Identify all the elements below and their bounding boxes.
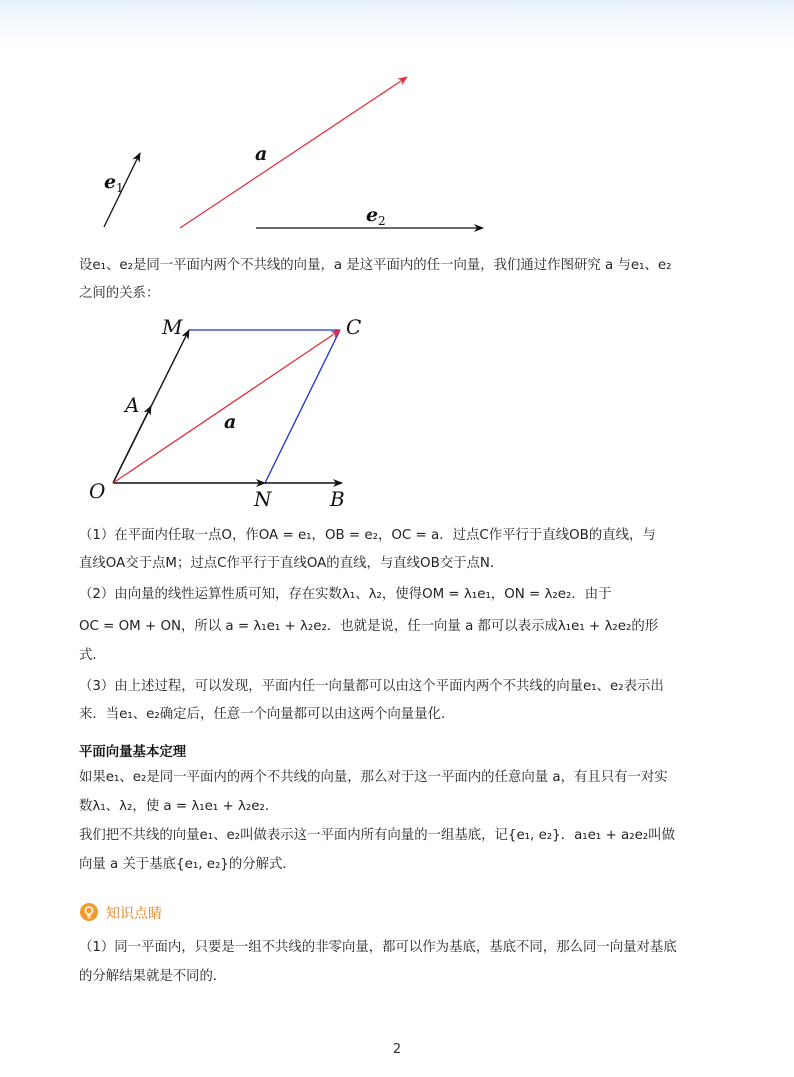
- tip-title: 知识点睛: [106, 906, 162, 922]
- page-number: 2: [392, 1042, 402, 1057]
- label-B: B: [330, 487, 345, 511]
- label-C: C: [346, 315, 362, 339]
- label-O: O: [89, 479, 106, 503]
- vector-OC: [113, 330, 340, 483]
- parallelogram-figure: [0, 0, 794, 520]
- vector-OA: [113, 406, 151, 483]
- step3-line-2: 来．当e₁、e₂确定后，任意一个向量都可以由这两个向量量化．: [79, 707, 455, 722]
- lightbulb-icon: [80, 903, 98, 921]
- label-e2-sub: 2: [378, 214, 386, 228]
- theorem-heading: 平面向量基本定理: [79, 745, 187, 760]
- side-NC: [265, 330, 340, 483]
- label-a-diag: a: [224, 411, 237, 433]
- label-e1-sub: 1: [116, 181, 124, 195]
- intro-line-2: 之间的关系：: [79, 286, 160, 301]
- label-a: a: [255, 143, 268, 165]
- theorem-line-2: 数λ₁、λ₂，使 a = λ₁e₁ + λ₂e₂．: [79, 799, 279, 814]
- intro-line-1: 设e₁、e₂是同一平面内两个不共线的向量，a 是这平面内的任一向量，我们通过作图研究 a 与e₁、e₂: [79, 258, 672, 273]
- label-e1: e: [104, 171, 117, 193]
- step1-line-2: 直线OA交于点M；过点C作平行于直线OA的直线，与直线OB交于点N．: [79, 556, 504, 571]
- label-N: N: [254, 487, 272, 511]
- tip-line-1: （1）同一平面内，只要是一组不共线的非零向量，都可以作为基底，基底不同，那么同一向量对基底: [79, 940, 677, 955]
- theorem-line-4: 向量 a 关于基底{e₁, e₂}的分解式．: [79, 857, 296, 872]
- tip-line-2: 的分解结果就是不同的．: [79, 969, 227, 984]
- theorem-line-3: 我们把不共线的向量e₁、e₂叫做表示这一平面内所有向量的一组基底，记{e₁, e₂}．a₁e₁ + a₂e₂叫做: [79, 828, 675, 843]
- step2-line-2: OC = OM + ON，所以 a = λ₁e₁ + λ₂e₂．也就是说，任一向量 a 都可以表示成λ₁e₁ + λ₂e₂的形: [79, 619, 659, 634]
- step2-line-3: 式．: [79, 648, 106, 663]
- step2-line-1: （2）由向量的线性运算性质可知，存在实数λ₁、λ₂，使得OM = λ₁e₁，ON = λ₂e₂．由于: [79, 587, 612, 602]
- label-M: M: [162, 315, 183, 339]
- label-A: A: [125, 393, 140, 417]
- label-e2: e: [366, 204, 379, 226]
- step1-line-1: （1）在平面内任取一点O，作OA = e₁，OB = e₂，OC = a．过点C作平行于直线OB的直线，与: [79, 528, 656, 543]
- theorem-line-1: 如果e₁、e₂是同一平面内的两个不共线的向量，那么对于这一平面内的任意向量 a，有且只有一对实: [79, 770, 668, 785]
- step3-line-1: （3）由上述过程，可以发现，平面内任一向量都可以由这个平面内两个不共线的向量e₁、e₂表示出: [79, 679, 664, 694]
